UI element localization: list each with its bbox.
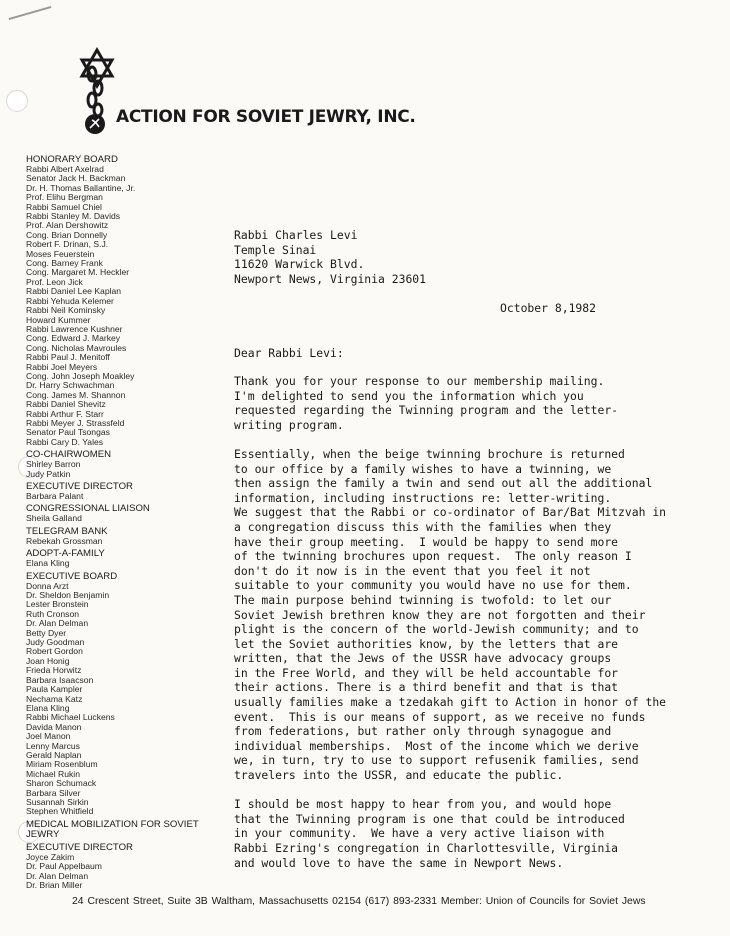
letter-line: suitable to your community you would have no use for them. (234, 578, 632, 593)
sidebar-name: Barbara Palant (26, 491, 84, 501)
letter-line: I'm delighted to send you the information which you (234, 388, 584, 403)
letter-line: individual memberships. Most of the income which we derive (234, 738, 639, 753)
letter-line: event. This is our means of support, as we receive no funds (234, 709, 646, 724)
letter-line: from federations, but rather only through synagogue and (234, 724, 612, 739)
sidebar-name: Susannah Sirkin (26, 796, 89, 807)
letter-line: We suggest that the Rabbi or co-ordinator of Bar/Bat Mitzvah in (234, 505, 667, 520)
letter-line: and would love to have the same in Newport News. (234, 855, 564, 870)
letter-line: writing program. (234, 417, 344, 432)
letter-paragraph (234, 374, 704, 432)
address-line: Newport News, Virginia 23601 (234, 271, 427, 286)
address-line: Temple Sinai (234, 242, 317, 257)
sidebar-name: Rabbi Cary D. Yales (26, 436, 104, 447)
sidebar-name: Michael Rukin (26, 768, 80, 779)
letter-line: Soviet Jewish brethren know they are not forgotten and their (234, 607, 646, 622)
letter-line: travelers into the USSR, and educate the public. (234, 768, 564, 783)
letter-line: their actions. There is a third benefit and that is that (234, 680, 619, 695)
sidebar-name: Cong. Margaret M. Heckler (26, 267, 130, 278)
letter-line: Rabbi Ezring's congregation in Charlottesville, Virginia (234, 841, 619, 855)
address-line: 11620 Warwick Blvd. (234, 257, 365, 272)
sidebar-name: Rabbi Stanley M. Davids (26, 211, 121, 222)
sidebar-name: Prof. Alan Dershowitz (26, 220, 109, 231)
recipient-address (234, 228, 704, 286)
sidebar-name: Cong. Edward J. Markey (26, 333, 121, 344)
letter-line: in the Free World, and they will be held accountable for (234, 665, 619, 680)
letter-paragraph (234, 447, 704, 783)
sidebar-section-heading: HONORARY BOARD (26, 154, 118, 165)
sidebar-section-heading: EXECUTIVE BOARD (26, 570, 118, 582)
sidebar-name: Rabbi Albert Axelrad (26, 164, 104, 174)
sidebar-name: Stephen Whitfield (26, 806, 94, 817)
sidebar-section-heading: CONGRESSIONAL LIAISON (26, 503, 150, 515)
letter-line: to our office by a family wishes to have a twinning, we (234, 461, 612, 476)
sidebar-name: Elana Kling (26, 702, 70, 713)
sidebar-name: Donna Arzt (26, 580, 69, 591)
punch-hole-top (6, 90, 28, 112)
letter-line: The main purpose behind twinning is twofold: to let our (234, 592, 612, 607)
sidebar-name: Dr. Brian Miller (26, 880, 83, 890)
pencil-mark (9, 6, 52, 20)
organization-name: ACTION FOR SOVIET JEWRY, INC. (116, 107, 416, 127)
letter-line: then assign the family a twin and send out all the additional (234, 476, 653, 491)
sidebar-name: Prof. Leon Jick (26, 276, 83, 287)
sidebar-name: Cong. Brian Donnelly (26, 229, 108, 240)
sidebar-name: Rabbi Neil Kominsky (26, 305, 106, 316)
letter-line: usually families make a tzedakah gift to Action in honor of the (234, 695, 667, 710)
sidebar-name: Dr. Alan Delman (26, 618, 89, 629)
letter-line: Essentially, when the beige twinning brochure is returned (234, 446, 625, 461)
letter-line: requested regarding the Twinning program and the letter- (234, 403, 619, 418)
sidebar-name: Rebekah Grossman (26, 535, 103, 546)
sidebar-name: Dr. Harry Schwachman (26, 380, 115, 391)
sidebar-name: Rabbi Lawrence Kushner (26, 323, 123, 334)
sidebar-name: Dr. Alan Delman (26, 870, 89, 881)
sidebar-section-heading: EXECUTIVE DIRECTOR (26, 841, 133, 853)
sidebar-board-list (26, 155, 206, 890)
sidebar-name: Rabbi Yehuda Kelemer (26, 295, 114, 306)
sidebar-name: Gerald Naplan (26, 749, 82, 760)
sidebar-name: Rabbi Daniel Lee Kaplan (26, 286, 122, 297)
sidebar-name: Cong. John Joseph Moakley (26, 370, 135, 381)
letter-line: we, in turn, try to use to support refusenik families, send (234, 753, 639, 768)
letter-line: I should be most happy to hear from you, and would hope (234, 797, 612, 812)
letter-paragraph (234, 797, 704, 870)
sidebar-name: Dr. Sheldon Benjamin (26, 590, 110, 601)
letter-line: don't do it now is in the event that you feel it not (234, 563, 591, 578)
sidebar-name: Shirley Barron (26, 459, 81, 470)
sidebar-name: Lenny Marcus (26, 740, 80, 751)
address-line: Rabbi Charles Levi (234, 228, 358, 242)
sidebar-name: Sheila Galland (26, 513, 82, 524)
sidebar-name: Joan Honig (26, 655, 70, 666)
sidebar-name: Betty Dyer (26, 627, 67, 638)
letter-line: let the Soviet authorities know, by the letters that are (234, 636, 619, 651)
sidebar-name: Elana Kling (26, 558, 70, 569)
sidebar-name: Rabbi Samuel Chiel (26, 201, 102, 212)
sidebar-name: Miriam Rosenblum (26, 759, 98, 770)
letter-line: have their group meeting. I would be happy to send more (234, 534, 619, 549)
sidebar-section-heading: EXECUTIVE DIRECTOR (26, 481, 133, 492)
letter-line: Thank you for your response to our membership mailing. (234, 374, 605, 388)
letter-line: information, including instructions re: letter-writing. (234, 490, 612, 505)
letter-body (234, 374, 704, 885)
sidebar-name: Moses Feuerstein (26, 248, 95, 259)
sidebar-name: Nechama Katz (26, 693, 83, 704)
sidebar-name: Robert F. Drinan, S.J. (26, 239, 109, 250)
sidebar-name: Ruth Cronson (26, 608, 80, 619)
sidebar-name: Judy Goodman (26, 637, 85, 648)
sidebar-name: Robert Gordon (26, 646, 83, 657)
sidebar-name: Joyce Zakim (26, 851, 75, 862)
sidebar-name: Prof. Elihu Bergman (26, 192, 103, 203)
sidebar-name: Rabbi Michael Luckens (26, 712, 115, 723)
sidebar-name: Senator Jack H. Backman (26, 173, 126, 184)
sidebar-name: Barbara Isaacson (26, 674, 94, 685)
sidebar-section-heading: TELEGRAM BANK (26, 525, 108, 537)
sidebar-name: Rabbi Joel Meyers (26, 361, 98, 372)
sidebar-name: Rabbi Paul J. Menitoff (26, 352, 110, 363)
salutation: Dear Rabbi Levi: (234, 346, 344, 360)
sidebar-name: Lester Bronstein (26, 599, 89, 610)
sidebar-name: Judy Patkin (26, 468, 71, 479)
sidebar-name: Rabbi Arthur F. Starr (26, 408, 104, 419)
sidebar-name: Barbara Silver (26, 787, 81, 798)
sidebar-name: Senator Paul Tsongas (26, 427, 110, 438)
sidebar-name: Joel Manon (26, 731, 71, 742)
sidebar-name: Cong. James M. Shannon (26, 389, 126, 400)
letter-date: October 8,1982 (500, 301, 597, 315)
letter-line: written, that the Jews of the USSR have advocacy groups (234, 651, 612, 666)
letter-line: a congregation discuss this with the families when they (234, 519, 612, 534)
sidebar-name: Davida Manon (26, 721, 82, 732)
letter-line: in your community. We have a very active liaison with (234, 826, 605, 841)
letter-line: plight is the concern of the world-Jewish community; and to (234, 622, 639, 637)
sidebar-section-heading: CO-CHAIRWOMEN (26, 449, 112, 461)
sidebar-name: Cong. Barney Frank (26, 258, 103, 269)
sidebar-name: Dr. Paul Appelbaum (26, 861, 102, 872)
sidebar-name: Paula Kampler (26, 684, 83, 695)
letter-line: of the twinning brochures upon request. The only reason I (234, 549, 632, 564)
sidebar-name: Rabbi Meyer J. Strassfeld (26, 417, 125, 428)
letter-line: that the Twinning program is one that could be introduced (234, 811, 625, 826)
sidebar-name: Sharon Schumack (26, 778, 97, 789)
sidebar-section-heading: ADOPT-A-FAMILY (26, 548, 105, 560)
sidebar-name: Howard Kummer (26, 314, 91, 325)
sidebar-name: Frieda Horwitz (26, 665, 82, 676)
sidebar-section-heading: MEDICAL MOBILIZATION FOR SOVIET JEWRY (26, 818, 199, 840)
sidebar-name: Dr. H. Thomas Ballantine, Jr. (26, 182, 136, 193)
sidebar-name: Rabbi Daniel Shevitz (26, 399, 106, 410)
sidebar-name: Cong. Nicholas Mavroules (26, 342, 127, 353)
footer-address: 24 Crescent Street, Suite 3B Waltham, Massachusetts 02154 (617) 893-2331 Member: Union of Councils for Soviet Jews (72, 896, 646, 907)
